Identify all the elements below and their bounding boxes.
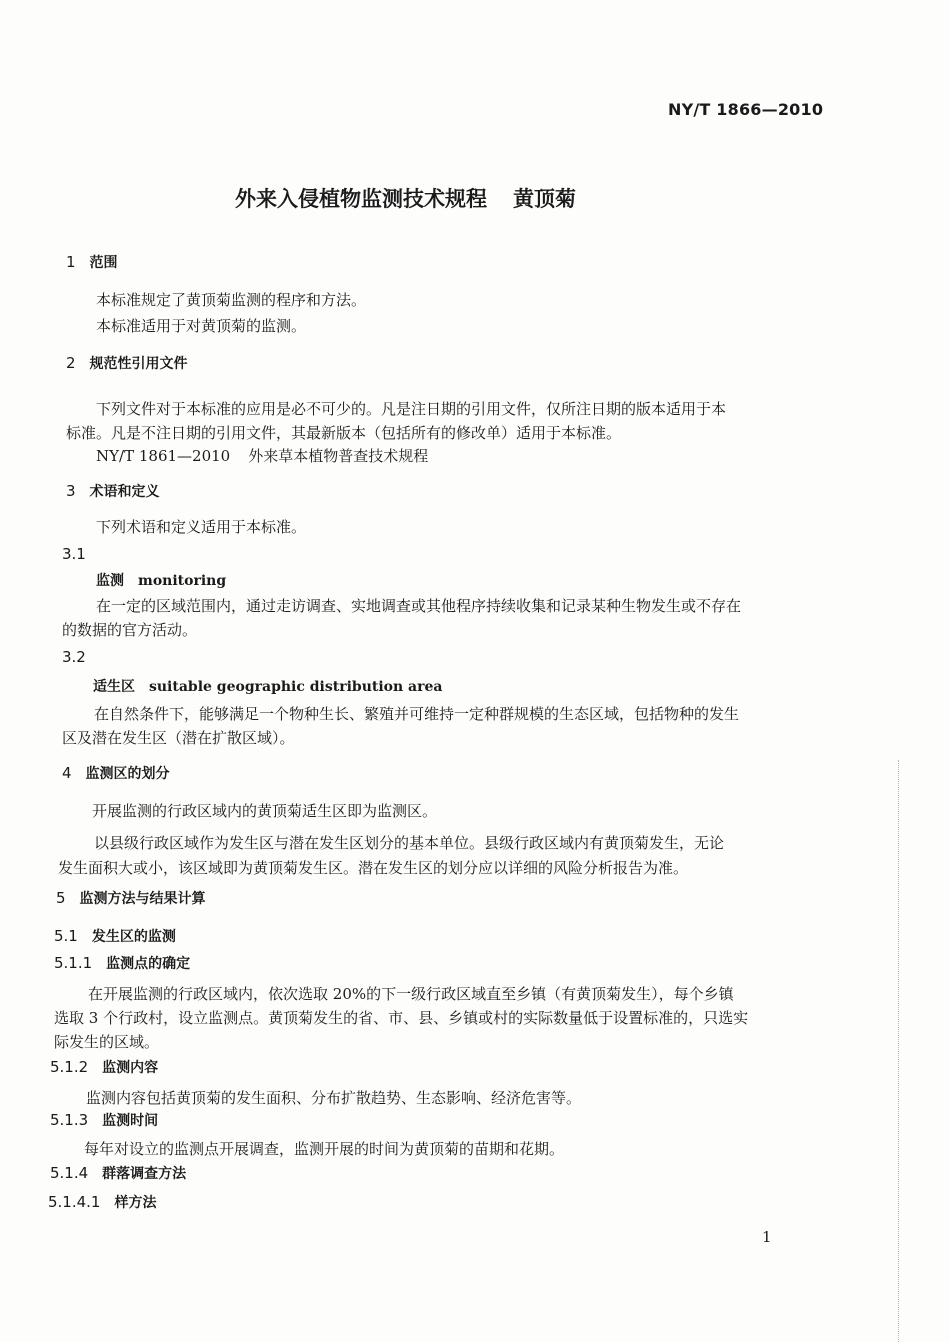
section-number: 1 [66, 253, 76, 271]
subsection-5-1-1-heading [54, 953, 190, 973]
section-3-heading [66, 481, 160, 501]
definition-line: 的数据的官方活动。 [62, 621, 198, 639]
standard-code: NY/T 1866—2010 [668, 100, 824, 119]
section-title: 样方法 [114, 1195, 157, 1211]
section-4-heading [62, 763, 170, 783]
term-zh: 监测 [96, 573, 124, 589]
document-title [235, 183, 576, 213]
title-sub: 黄顶菊 [513, 187, 576, 211]
section-title: 监测内容 [102, 1060, 159, 1076]
section-title: 监测方法与结果计算 [79, 891, 206, 907]
paragraph: 开展监测的行政区域内的黄顶菊适生区即为监测区。 [92, 802, 438, 820]
subsection-5-1-4-heading [50, 1163, 186, 1183]
subsection-5-1-heading [54, 926, 176, 946]
definition-line: 区及潜在发生区（潜在扩散区域）。 [62, 729, 295, 747]
paragraph-line: 以县级行政区域作为发生区与潜在发生区划分的基本单位。县级行政区域内有黄顶菊发生，无论 [94, 834, 725, 852]
reference-code: NY/T 1861—2010 [96, 447, 231, 465]
paragraph-line: 下列文件对于本标准的应用是必不可少的。凡是注日期的引用文件，仅所注日期的版本适用于本 [96, 400, 727, 418]
page-number: 1 [762, 1228, 772, 1246]
section-number: 5.1.1 [54, 954, 93, 972]
paragraph: 本标准规定了黄顶菊监测的程序和方法。 [96, 291, 367, 309]
section-title: 监测区的划分 [85, 766, 170, 782]
section-title: 群落调查方法 [102, 1166, 187, 1182]
subsection-5-1-3-heading [50, 1110, 158, 1130]
paragraph: 本标准适用于对黄顶菊的监测。 [96, 317, 307, 335]
definition-line: 在一定的区域范围内，通过走访调查、实地调查或其他程序持续收集和记录某种生物发生或不存在 [96, 597, 742, 615]
paragraph-line: 际发生的区域。 [54, 1033, 160, 1051]
definition-line: 在自然条件下，能够满足一个物种生长、繁殖并可维持一定种群规模的生态区域，包括物种的发生 [94, 705, 740, 723]
section-title: 发生区的监测 [91, 929, 176, 945]
section-5-heading [56, 888, 206, 908]
section-number: 3 [66, 482, 76, 500]
scan-edge-line [898, 760, 900, 1342]
reference-title: 外来草本植物普查技术规程 [248, 447, 429, 465]
subsection-5-1-4-1-heading [48, 1192, 156, 1212]
paragraph-line: 发生面积大或小，该区域即为黄顶菊发生区。潜在发生区的划分应以详细的风险分析报告为准。 [58, 859, 689, 877]
section-title: 范围 [89, 255, 118, 271]
section-2-heading [66, 353, 188, 373]
term-entry [96, 570, 226, 590]
term-3-1-number: 3.1 [62, 545, 86, 563]
section-title: 规范性引用文件 [89, 356, 188, 372]
section-number: 5.1.3 [50, 1111, 89, 1129]
paragraph: 每年对设立的监测点开展调查，监测开展的时间为黄顶菊的苗期和花期。 [84, 1140, 565, 1158]
section-number: 2 [66, 354, 76, 372]
paragraph-line: 标准。凡是不注日期的引用文件，其最新版本（包括所有的修改单）适用于本标准。 [66, 424, 622, 442]
title-main: 外来入侵植物监测技术规程 [235, 187, 487, 211]
section-number: 5.1 [54, 927, 78, 945]
term-3-2-number: 3.2 [62, 648, 86, 666]
section-title: 监测点的确定 [106, 956, 191, 972]
section-number: 5.1.4.1 [48, 1193, 101, 1211]
section-title: 术语和定义 [89, 484, 160, 500]
paragraph-line: 选取 3 个行政村，设立监测点。黄顶菊发生的省、市、县、乡镇或村的实际数量低于设置标准的，只选实 [54, 1009, 749, 1027]
section-title: 监测时间 [102, 1113, 159, 1129]
term-en: monitoring [138, 573, 227, 589]
term-entry [93, 676, 442, 696]
paragraph-line: 在开展监测的行政区域内，依次选取 20%的下一级行政区域直至乡镇（有黄顶菊发生），每个乡镇 [88, 985, 734, 1003]
subsection-5-1-2-heading [50, 1057, 158, 1077]
term-zh: 适生区 [93, 679, 135, 695]
normative-reference [96, 443, 428, 470]
paragraph: 监测内容包括黄顶菊的发生面积、分布扩散趋势、生态影响、经济危害等。 [86, 1089, 582, 1107]
paragraph: 下列术语和定义适用于本标准。 [96, 518, 307, 536]
section-1-heading [66, 252, 118, 272]
section-number: 5 [56, 889, 66, 907]
section-number: 4 [62, 764, 72, 782]
section-number: 5.1.4 [50, 1164, 89, 1182]
section-number: 5.1.2 [50, 1058, 89, 1076]
term-en: suitable geographic distribution area [149, 679, 443, 695]
